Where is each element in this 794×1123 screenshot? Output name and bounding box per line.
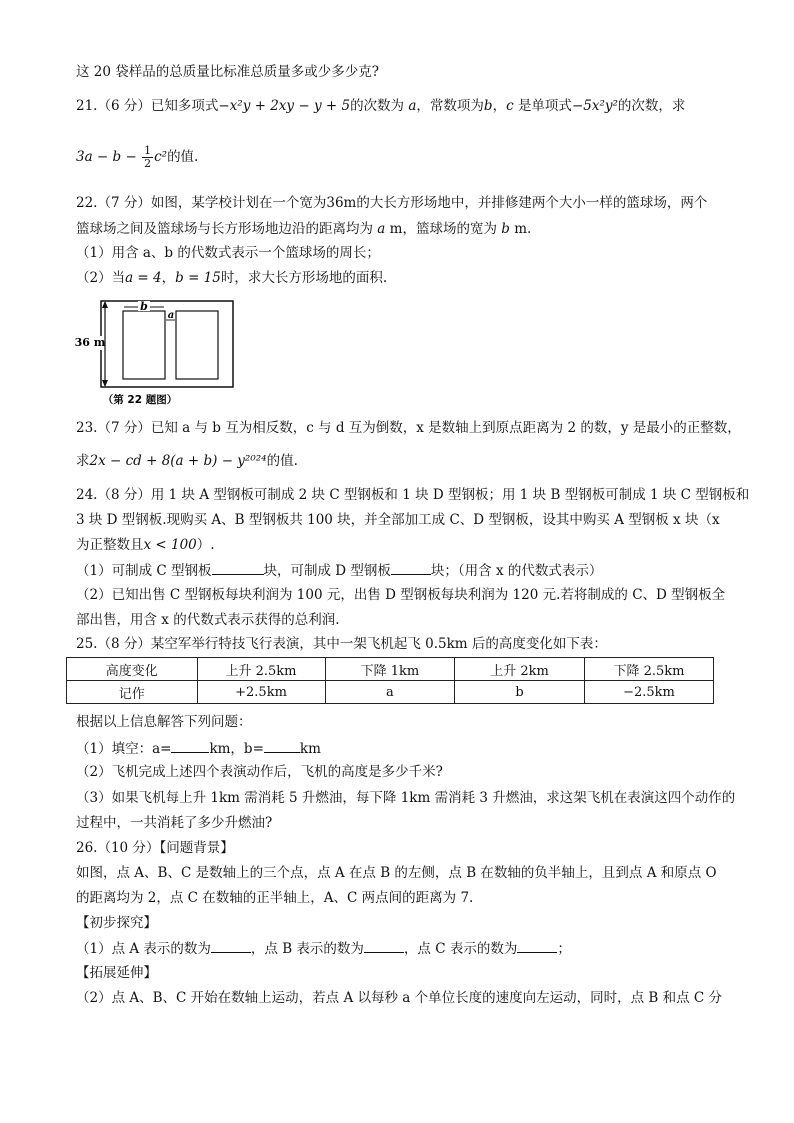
table-cell: 上升 2.5km bbox=[197, 658, 325, 681]
table-cell: 上升 2km bbox=[455, 658, 585, 681]
court-left bbox=[123, 311, 165, 379]
table-cell: b bbox=[455, 681, 585, 704]
q24-line1: 24.（8 分）用 1 块 A 型钢板可制成 2 块 C 型钢板和 1 块 D 型钢板；用 1 块 B 型钢板可制成 1 块 C 型钢板和 bbox=[76, 487, 750, 503]
blank-d-count[interactable] bbox=[391, 560, 431, 575]
q26-line3: 的距离均为 2，点 C 在数轴的正半轴上，A、C 两点间的距离为 7. bbox=[76, 890, 474, 906]
q22-part2: （2）当a = 4，b = 15时，求大长方形场地的面积. bbox=[76, 270, 388, 286]
arrow-head-down bbox=[102, 380, 108, 387]
q26-part1: （1）点 A 表示的数为 ，点 B 表示的数为 ，点 C 表示的数为 ； bbox=[76, 938, 734, 959]
q26-part2: （2）点 A、B、C 开始在数轴上运动，若点 A 以每秒 a 个单位长度的速度向左运动，同时，点 B 和点 C 分 bbox=[76, 990, 723, 1006]
q26-line1: 26.（10 分）【问题背景】 bbox=[76, 840, 234, 856]
mono-expr: −5x²y² bbox=[571, 98, 618, 114]
a-label: a bbox=[167, 310, 175, 321]
table-cell: a bbox=[325, 681, 455, 704]
q20-tail: 这 20 袋样品的总质量比标准总质量多或少多少克? bbox=[76, 64, 379, 80]
q25-part3: （3）如果飞机每上升 1km 需消耗 5 升燃油，每下降 1km 需消耗 3 升燃油，求这架飞机在表演这四个动作的 bbox=[76, 790, 736, 806]
q25-part1: （1）填空：a= km，b= km bbox=[76, 738, 734, 759]
arrow-head-up bbox=[102, 301, 108, 308]
q23-line2: 求2x − cd + 8(a + b) − y²⁰²⁴的值. bbox=[76, 453, 298, 469]
altitude-table bbox=[66, 657, 714, 704]
q24-line2: 3 块 D 型钢板.现购买 A、B 型钢板共 100 块，并全部加工成 C、D 型钢板，设其中购买 A 型钢板 x 块（x bbox=[76, 512, 720, 528]
height-label: 36 m bbox=[74, 336, 106, 349]
table-row bbox=[67, 681, 714, 704]
table-cell: 高度变化 bbox=[67, 658, 198, 681]
table-cell: 下降 2.5km bbox=[584, 658, 713, 681]
expr23: 2x − cd + 8(a + b) − y²⁰²⁴ bbox=[89, 453, 267, 469]
q21-line2: 3a − b − $\frac{1}{2}$ c²的值. bbox=[76, 144, 199, 170]
q25-line2: 根据以上信息解答下列问题： bbox=[76, 714, 252, 730]
court-right bbox=[176, 311, 218, 379]
blank-b-value[interactable] bbox=[264, 738, 300, 753]
q25-line1: 25.（8 分）某空军举行特技飞行表演，其中一架飞机起飞 0.5km 后的高度变化如下表： bbox=[76, 636, 607, 652]
table-cell: 下降 1km bbox=[325, 658, 455, 681]
b-label: b bbox=[140, 300, 148, 313]
half-fraction: $\frac{1}{2}$ bbox=[144, 144, 152, 170]
figure-22 bbox=[74, 298, 238, 408]
blank-c-number[interactable] bbox=[517, 938, 557, 953]
q22-line2: 篮球场之间及篮球场与长方形场地边沿的距离均为 a m，篮球场的宽为 b m. bbox=[76, 221, 532, 237]
blank-b-number[interactable] bbox=[364, 938, 404, 953]
q24-part2-cont: 部出售，用含 x 的代数式表示获得的总利润. bbox=[76, 612, 340, 628]
q25-part3-cont: 过程中，一共消耗了多少升燃油? bbox=[76, 815, 273, 831]
q22-part1: （1）用含 a、b 的代数式表示一个篮球场的周长； bbox=[76, 245, 380, 261]
q25-part2: （2）飞机完成上述四个表演动作后，飞机的高度是多少千米? bbox=[76, 764, 443, 780]
q26-section-initial: 【初步探究】 bbox=[76, 915, 157, 931]
figure-caption: （第 22 题图） bbox=[102, 394, 178, 406]
q24-line3: 为正整数且x < 100）. bbox=[76, 537, 215, 553]
q24-part1: （1）可制成 C 型钢板 块，可制成 D 型钢板 块；（用含 x 的代数式表示） bbox=[76, 560, 734, 581]
q24-part2: （2）已知出售 C 型钢板每块利润为 100 元，出售 D 型钢板每块利润为 120 元.若将制成的 C、D 型钢板全 bbox=[76, 587, 726, 603]
table-cell: +2.5km bbox=[197, 681, 325, 704]
table-header-row bbox=[67, 658, 714, 681]
poly-expr: −x²y + 2xy − y + 5 bbox=[218, 98, 351, 114]
table-cell: 记作 bbox=[67, 681, 198, 704]
q26-line2: 如图，点 A、B、C 是数轴上的三个点，点 A 在点 B 的左侧，点 B 在数轴的负半轴上，且到点 A 和原点 O bbox=[76, 865, 717, 881]
blank-a-value[interactable] bbox=[171, 738, 209, 753]
q21-line1: 21.（6 分）已知多项式−x²y + 2xy − y + 5的次数为 a，常数项为b，c 是单项式−5x²y²的次数，求 bbox=[76, 98, 686, 114]
blank-a-number[interactable] bbox=[211, 938, 251, 953]
blank-c-count[interactable] bbox=[212, 560, 264, 575]
table-cell: −2.5km bbox=[584, 681, 713, 704]
q26-section-extend: 【拓展延伸】 bbox=[76, 965, 157, 981]
q22-line1: 22.（7 分）如图，某学校计划在一个宽为36m的大长方形场地中，并排修建两个大小一样的篮球场，两个 bbox=[76, 195, 708, 211]
q23-line1: 23.（7 分）已知 a 与 b 互为相反数，c 与 d 互为倒数，x 是数轴上到原点距离为 2 的数，y 是最小的正整数， bbox=[76, 420, 741, 436]
